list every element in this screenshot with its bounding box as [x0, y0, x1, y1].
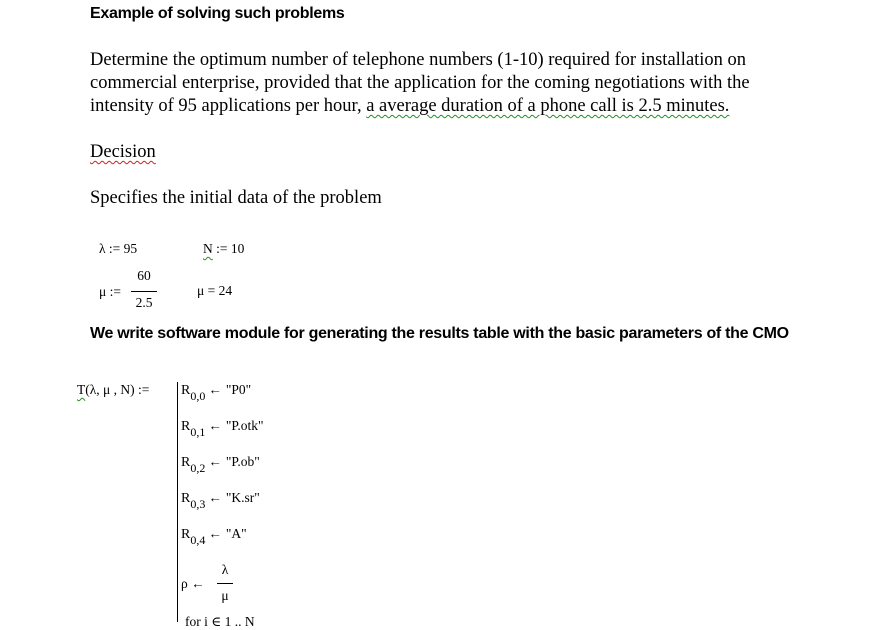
assignment-subscript: 0,0	[190, 389, 206, 403]
problem-line-3-part-a: intensity of 95 applications per hour,	[90, 96, 367, 116]
assignment-row	[181, 454, 260, 475]
assignment-row	[181, 418, 264, 439]
assignment-variable: R	[181, 491, 191, 506]
assignment-row	[181, 382, 252, 403]
n-definition-value: := 10	[212, 241, 245, 256]
rho-lhs: ρ ←	[181, 576, 205, 591]
assignment-value: "P0"	[225, 382, 252, 397]
function-signature	[77, 382, 149, 398]
mu-definition-lhs: μ :=	[99, 284, 121, 299]
assignment-value: "K.sr"	[225, 490, 260, 505]
problem-line-2: commercial enterprise, provided that the application for the coming negotiations with the	[90, 73, 750, 93]
rho-denominator: μ	[221, 588, 229, 603]
assignment-subscript: 0,3	[190, 497, 206, 511]
rho-fraction-bar	[217, 583, 233, 584]
initial-data-text: Specifies the initial data of the problem	[90, 188, 382, 208]
problem-line-3-part-b: a average duration of a phone call is 2.5 minutes.	[366, 96, 730, 116]
assignment-row	[181, 526, 247, 547]
function-args: (λ, μ , N) :=	[85, 382, 150, 397]
assignment-row	[181, 490, 260, 511]
assignment-variable: R	[181, 527, 191, 542]
assignment-subscript: 0,1	[190, 425, 206, 439]
assignment-variable: R	[181, 455, 191, 470]
left-arrow-icon: ←	[208, 490, 222, 505]
rho-numerator: λ	[221, 562, 229, 577]
software-heading: We write software module for generating the results table with the basic parameters of the CMO	[90, 325, 789, 342]
n-definition	[203, 241, 244, 257]
mu-result: μ = 24	[197, 283, 233, 298]
assignment-value: "P.otk"	[225, 418, 264, 433]
assignment-variable: R	[181, 419, 191, 434]
lambda-definition: λ := 95	[99, 241, 138, 256]
program-block-bar	[177, 382, 178, 622]
left-arrow-icon: ←	[208, 454, 222, 469]
assignment-value: "P.ob"	[225, 454, 260, 469]
n-variable: N	[203, 241, 213, 256]
fraction-bar	[131, 291, 157, 292]
assignment-subscript: 0,4	[190, 533, 206, 547]
decision-label	[90, 141, 156, 164]
left-arrow-icon: ←	[208, 418, 222, 433]
function-name: T	[77, 382, 86, 397]
assignment-variable: R	[181, 383, 191, 398]
problem-line-1: Determine the optimum number of telephone numbers (1-10) required for installation on	[90, 50, 747, 70]
left-arrow-icon: ←	[208, 382, 222, 397]
assignment-value: "A"	[225, 526, 247, 541]
mu-fraction	[131, 268, 157, 312]
rho-fraction	[217, 562, 233, 604]
mu-numerator: 60	[137, 268, 151, 283]
left-arrow-icon: ←	[208, 526, 222, 541]
example-heading: Example of solving such problems	[90, 5, 345, 22]
assignment-subscript: 0,2	[190, 461, 206, 475]
decision-text: Decision	[90, 142, 156, 162]
mu-denominator: 2.5	[135, 295, 153, 310]
problem-line-3	[90, 95, 729, 118]
loop-line-partial: for i ∈ 1 .. N	[185, 614, 255, 629]
